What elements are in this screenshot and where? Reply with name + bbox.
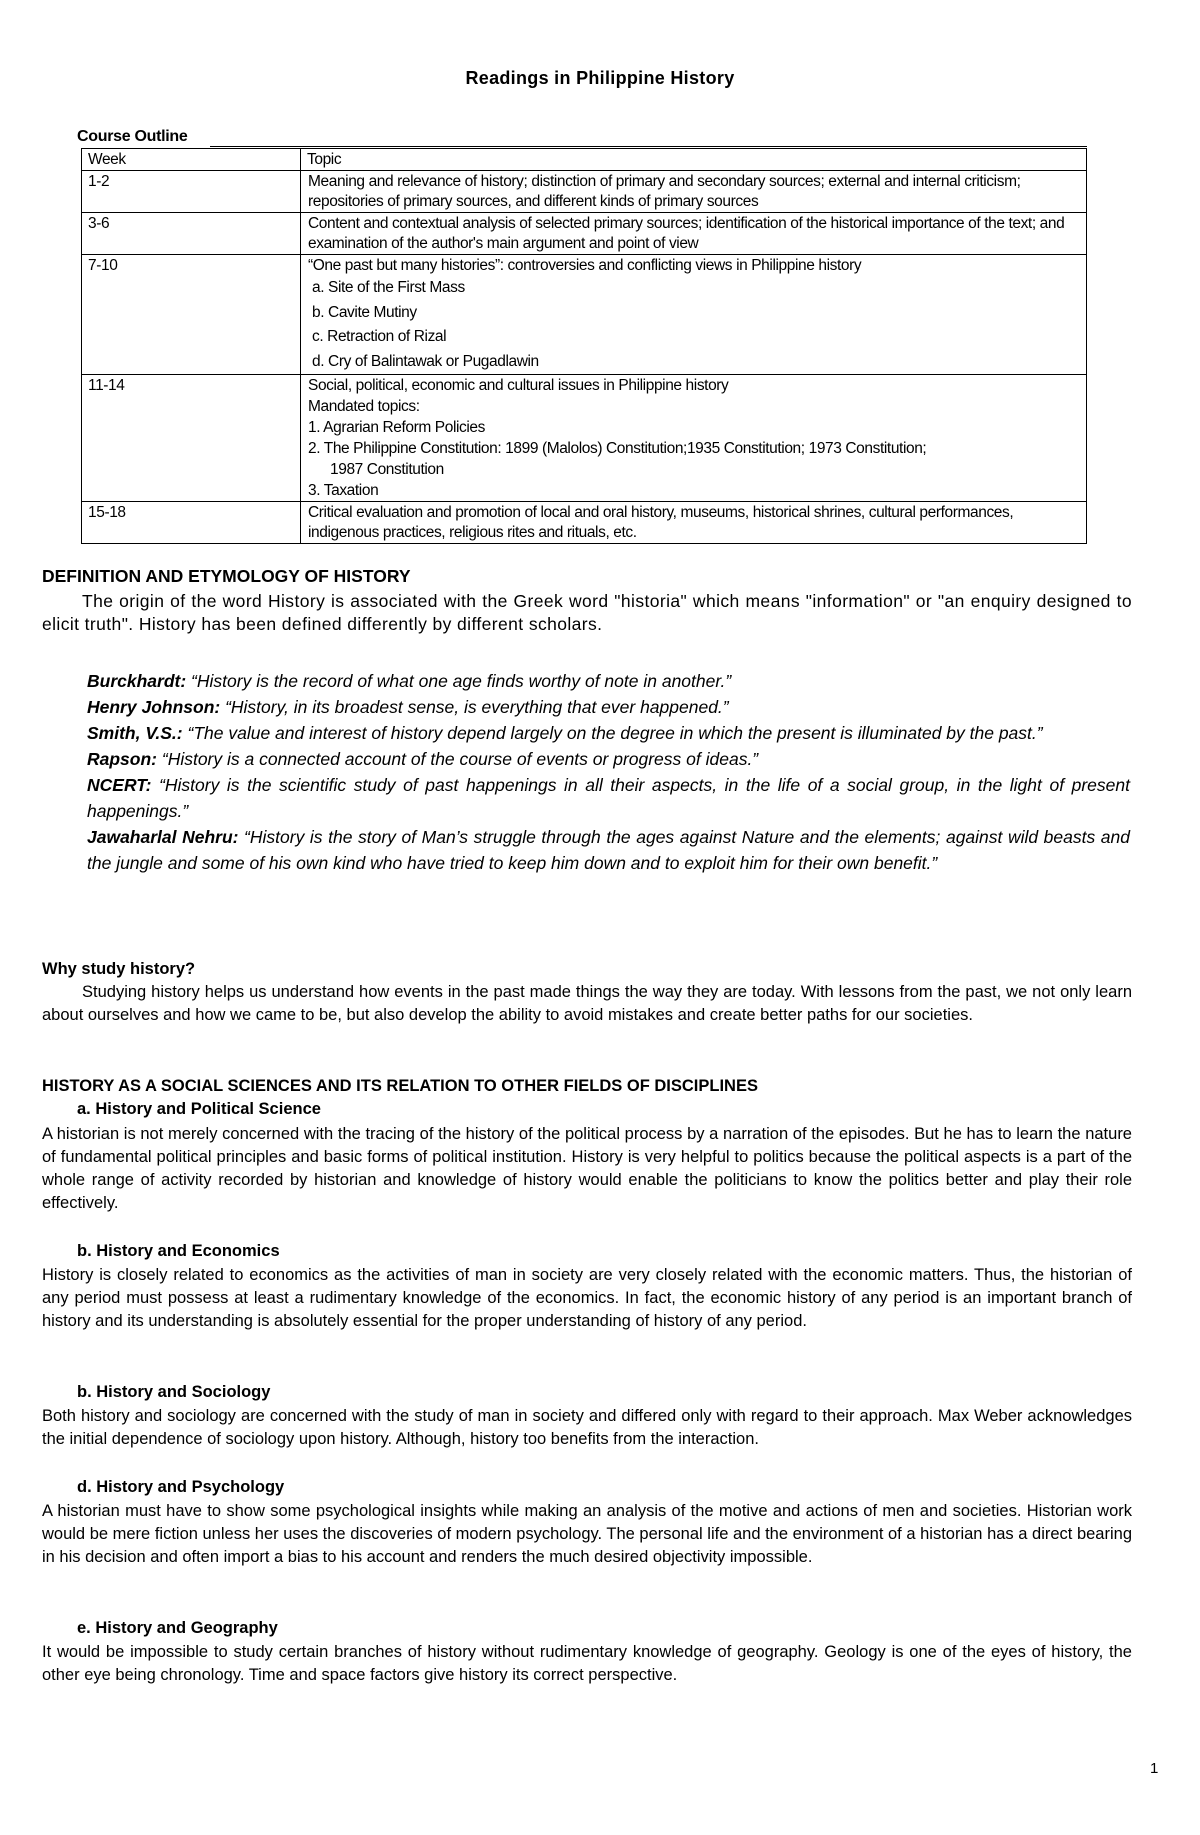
subsection-text: History is closely related to economics as the activities of man in society are very closely related with the economic matters. Thus, the historian of any period must possess at least a rudimentary knowledge of the economics. In fact, the economic history of any period is an important branch of history and its understanding is absolutely essential for the proper understanding of history of any period. [42, 1266, 1132, 1330]
quote-author: Burckhardt: [87, 671, 187, 691]
week-cell: 15-18 [82, 502, 301, 544]
list-item: c. Retraction of Rizal [312, 328, 447, 345]
course-outline-label: Course Outline [77, 128, 188, 145]
quote-text: “History, in its broadest sense, is everything that ever happened.” [220, 697, 729, 717]
quote-text: “History is a connected account of the course of events or progress of ideas.” [157, 749, 759, 769]
list-item: a. Site of the First Mass [312, 279, 465, 296]
quote-item [87, 720, 1130, 746]
definition-intro: The origin of the word History is associated with the Greek word "historia" which means "information" or "an enquiry designed to elicit truth". History has been defined differently by different scholars. [42, 591, 1132, 634]
list-item: 1987 Constitution [330, 461, 444, 478]
table-row [82, 255, 1087, 375]
topic-cell: Critical evaluation and promotion of local and oral history, museums, historical shrines, cultural performances, indigenous practices, religious rites and rituals, etc. [301, 502, 1087, 544]
week-cell: 7-10 [82, 255, 301, 375]
subsection-text: It would be impossible to study certain branches of history without rudimentary knowledge of geography. Geology is one of the eyes of history, the other eye being chronology. Time and space factors give history its correct perspective. [42, 1643, 1132, 1684]
social-sciences-heading: HISTORY AS A SOCIAL SCIENCES AND ITS RELATION TO OTHER FIELDS OF DISCIPLINES [42, 1077, 758, 1095]
topic-cell: Meaning and relevance of history; distinction of primary and secondary sources; external and internal criticism; repositories of primary sources, and different kinds of primary sources [301, 171, 1087, 213]
topic-text: “One past but many histories”: controversies and conflicting views in Philippine history [308, 257, 862, 274]
table-row [82, 375, 1087, 502]
definition-quotes [87, 668, 1130, 876]
subsection-text: A historian is not merely concerned with the tracing of the history of the political process by a narration of the episodes. But he has to learn the nature of fundamental political principles and basic forms of political institution. History is very helpful to politics because the political aspects is a part of the whole range of activity recorded by historian and knowledge of history would enable the politicians to know the politics better and play their role effectively. [42, 1125, 1132, 1212]
why-study-text: Studying history helps us understand how events in the past made things the way they are today. With lessons from the past, we not only learn about ourselves and how we came to be, but also develop the ability to avoid mistakes and create better paths for our societies. [42, 983, 1132, 1024]
subsection-title: e. History and Geography [77, 1619, 278, 1637]
quote-author: Rapson: [87, 749, 157, 769]
document-title: Readings in Philippine History [465, 68, 735, 88]
list-item: b. Cavite Mutiny [312, 303, 417, 321]
topic-cell [301, 375, 1087, 502]
subsection-title: d. History and Psychology [77, 1478, 285, 1496]
quote-text: “History is the story of Man’s struggle through the ages against Nature and the elements; against wild beasts and the jungle and some of his own kind who have tried to keep him down and to exploit him for their own benefit.” [87, 827, 1131, 873]
table-row [82, 213, 1087, 255]
subsection-title: b. History and Economics [77, 1242, 280, 1260]
quote-text: “The value and interest of history depend largely on the degree in which the present is illuminated by the past.” [182, 723, 1043, 743]
week-header: Week [82, 149, 301, 171]
week-cell: 11-14 [82, 375, 301, 502]
table-row [82, 502, 1087, 544]
table-row [82, 171, 1087, 213]
week-cell: 3-6 [82, 213, 301, 255]
quote-text: “History is the record of what one age finds worthy of note in another.” [186, 671, 732, 691]
quote-text: “History is the scientific study of past happenings in all their aspects, in the life of a social group, in the light of present happenings.” [87, 775, 1130, 821]
table-header-row [82, 149, 1087, 171]
quote-item [87, 668, 1130, 694]
subsection-title: a. History and Political Science [77, 1100, 321, 1118]
definition-heading: DEFINITION AND ETYMOLOGY OF HISTORY [42, 566, 411, 586]
quote-item [87, 746, 1130, 772]
list-item: d. Cry of Balintawak or Pugadlawin [312, 352, 539, 370]
list-item: 1. Agrarian Reform Policies [308, 419, 486, 436]
quote-author: Jawaharlal Nehru: [87, 827, 239, 847]
list-item: 3. Taxation [308, 482, 379, 499]
outline-divider [210, 146, 1087, 147]
subsection-text: Both history and sociology are concerned with the study of man in society and differed only with regard to their approach. Max Weber acknowledges the initial dependence of sociology upon history. Although, history too benefits from the interaction. [42, 1407, 1132, 1448]
topic-header: Topic [301, 149, 1087, 171]
why-study-heading: Why study history? [42, 960, 196, 978]
topic-cell: Content and contextual analysis of selected primary sources; identification of the historical importance of the text; and examination of the author's main argument and point of view [301, 213, 1087, 255]
subsection-text: A historian must have to show some psychological insights while making an analysis of the motive and actions of men and societies. Historian work would be mere fiction unless her uses the discoveries of modern psychology. The personal life and the environment of a historian has a direct bearing in his decision and often import a bias to his account and renders the much desired objectivity impossible. [42, 1502, 1132, 1566]
quote-item [87, 824, 1130, 876]
week-cell: 1-2 [82, 171, 301, 213]
page-number: 1 [1150, 1760, 1159, 1777]
topic-cell [301, 255, 1087, 375]
topic-text: Social, political, economic and cultural issues in Philippine history [308, 377, 729, 394]
quote-item [87, 694, 1130, 720]
quote-item [87, 772, 1130, 824]
quote-author: NCERT: [87, 775, 152, 795]
quote-author: Henry Johnson: [87, 697, 221, 717]
quote-author: Smith, V.S.: [87, 723, 183, 743]
subsection-title: b. History and Sociology [77, 1383, 271, 1401]
mandated-topics-label: Mandated topics: [308, 398, 420, 415]
course-outline-table [81, 148, 1087, 544]
list-item: 2. The Philippine Constitution: 1899 (Malolos) Constitution;1935 Constitution; 1973 Constitution; [308, 440, 927, 457]
